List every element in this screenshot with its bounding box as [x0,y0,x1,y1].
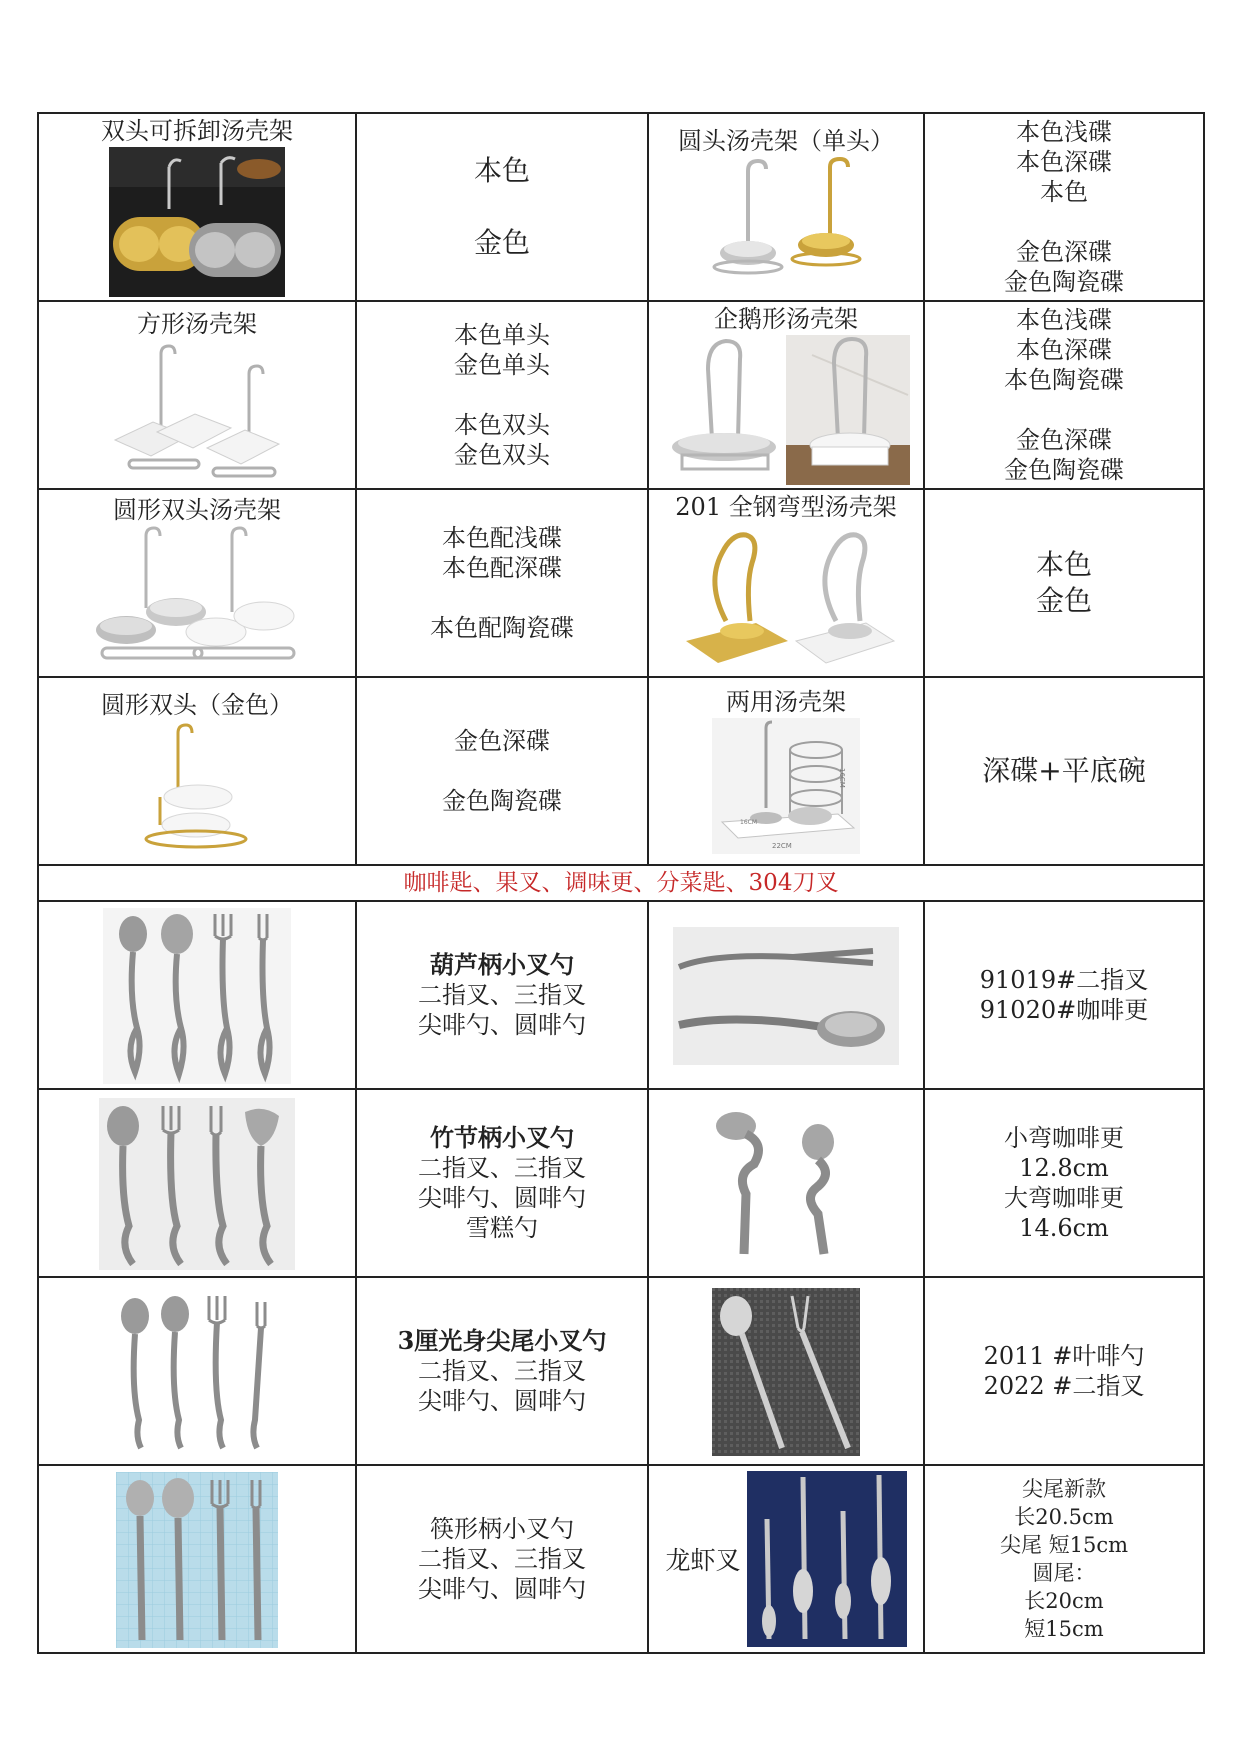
rack-cell-left [38,677,356,865]
cutlery-row-2 [38,1089,1204,1277]
square-spoon-rest-photo [109,340,285,480]
desc-line: 尖啡勺、圆啡勺 [418,1575,586,1603]
option-line: 本色陶瓷碟 [1004,366,1124,394]
code-line: 尖尾新款 [1022,1477,1106,1501]
lobster-fork-photo [747,1471,907,1647]
option-line: 金色 [473,226,530,259]
option-line: 金色深碟 [1016,238,1112,266]
rack-options-left [356,113,648,301]
cutlery-desc-cell [356,1465,648,1653]
cutlery-row-4 [38,1465,1204,1653]
rack-options-right [924,301,1204,489]
cutlery-code-cell [924,901,1204,1089]
cutlery-code-cell [924,1465,1204,1653]
section-title: 咖啡匙、果叉、调味更、分菜匙、304刀叉 [38,865,1204,901]
penguin-spoon-rest-photo [662,335,910,485]
rack-cell-left [38,489,356,677]
desc-line: 二指叉、三指叉 [418,981,586,1009]
product-title: 201 全钢弯型汤壳架 [675,493,897,521]
cutlery-photo-cell [648,1089,924,1277]
option-line: 本色配浅碟 [442,524,562,552]
rack-row-3 [38,489,1204,677]
rack-row-4 [38,677,1204,865]
rack-cell-right [648,489,924,677]
cutlery-row-3 [38,1277,1204,1465]
code-line: 2022 #二指叉 [983,1372,1145,1400]
dimension-label: 16CM [838,768,846,788]
gourd-handle-cutlery-photo [103,908,291,1084]
option-line: 金色双头 [454,441,550,469]
option-line [357,583,647,613]
option-line: 本色 [1035,548,1092,581]
rack-row-2 [38,301,1204,489]
curved-steel-rest-photo [676,523,896,673]
option-line: 金色 [1035,584,1092,617]
desc-line: 雪糕勺 [466,1214,538,1242]
option-line: 本色单头 [454,321,550,349]
code-line: 短15cm [1024,1617,1104,1641]
product-title: 圆形双头（金色） [101,691,293,719]
rack-options-right [924,677,1204,865]
code-line: 12.8cm [1019,1154,1109,1182]
bamboo-handle-cutlery-photo [99,1098,295,1270]
cutlery-desc-cell [356,1277,648,1465]
dual-use-rest-photo [712,718,860,854]
section-header-row [38,865,1204,901]
double-spoon-rest-photo [109,147,285,297]
cutlery-code-cell [924,1277,1204,1465]
code-line: 小弯咖啡更 [1004,1124,1124,1152]
code-line: 长20.5cm [1014,1505,1114,1529]
option-line: 本色双头 [454,411,550,439]
option-line [925,207,1203,237]
catalog-table [37,112,1205,1654]
product-title: 方形汤壳架 [137,310,257,338]
code-line: 尖尾 短15cm [999,1533,1129,1557]
round-double-rest-photo [94,526,300,670]
cutlery-photo-cell [38,1277,356,1465]
product-title: 圆头汤壳架（单头） [678,127,894,155]
option-line [357,756,647,786]
cutlery-desc-cell [356,1089,648,1277]
option-line: 金色单头 [454,351,550,379]
desc-line: 二指叉、三指叉 [418,1154,586,1182]
option-line: 本色深碟 [1016,148,1112,176]
fork-and-spoon-photo [673,927,899,1065]
option-line: 金色陶瓷碟 [1004,268,1124,296]
chopstick-handle-cutlery-photo [116,1472,278,1648]
option-line: 本色 [1040,178,1088,206]
code-line: 圆尾： [1032,1561,1096,1585]
leaf-spoon-and-fork-photo [712,1288,860,1456]
option-line: 本色配深碟 [442,554,562,582]
rack-cell-right [648,677,924,865]
cutlery-title: 竹节柄小叉勺 [430,1123,574,1152]
rack-cell-right [648,301,924,489]
rack-row-1 [38,113,1204,301]
round-spoon-rest-photo [698,157,874,287]
gold-double-rest-photo [132,721,262,851]
rack-cell-right [648,113,924,301]
rack-options-left [356,301,648,489]
cutlery-photo-cell [648,1465,924,1653]
desc-line: 尖啡勺、圆啡勺 [418,1184,586,1212]
product-title: 圆形双头汤壳架 [113,496,281,524]
option-line: 金色深碟 [454,727,550,755]
cutlery-photo-cell [38,1089,356,1277]
product-title: 两用汤壳架 [726,688,846,716]
code-line: 2011 #叶啡勺 [983,1342,1145,1370]
curved-coffee-spoon-photo [706,1104,866,1264]
code-line: 14.6cm [1019,1214,1109,1242]
rack-options-right [924,113,1204,301]
cutlery-code-cell [924,1089,1204,1277]
product-title: 企鹅形汤壳架 [714,305,858,333]
rack-options-left [356,677,648,865]
cutlery-desc-cell [356,901,648,1089]
desc-line: 尖啡勺、圆啡勺 [418,1387,586,1415]
option-line: 本色浅碟 [1016,118,1112,146]
cutlery-photo-cell [648,1277,924,1465]
cutlery-title: 葫芦柄小叉勺 [430,950,574,979]
code-line: 长20cm [1024,1589,1104,1613]
rack-cell-left [38,301,356,489]
cutlery-title: 3厘光身尖尾小叉勺 [397,1326,607,1355]
cutlery-photo-cell [648,901,924,1089]
option-line: 金色陶瓷碟 [1004,456,1124,484]
cutlery-title: 筷形柄小叉勺 [430,1515,574,1543]
cutlery-row-1 [38,901,1204,1089]
cutlery-photo-cell [38,1465,356,1653]
lobster-fork-label: 龙虾叉 [665,1546,741,1575]
desc-line: 尖啡勺、圆啡勺 [418,1011,586,1039]
rack-cell-left [38,113,356,301]
dimension-label: 22CM [772,842,792,850]
rack-options-left [356,489,648,677]
product-title: 双头可拆卸汤壳架 [101,117,293,145]
desc-line: 二指叉、三指叉 [418,1357,586,1385]
option-line [357,380,647,410]
option-line: 金色陶瓷碟 [442,787,562,815]
option-line: 深碟+平底碗 [982,754,1146,787]
dimension-label: 16CM [740,819,758,826]
option-line: 本色配陶瓷碟 [430,614,574,642]
option-line [925,395,1203,425]
desc-line: 二指叉、三指叉 [418,1545,586,1573]
cutlery-photo-cell [38,901,356,1089]
plain-tapered-cutlery-photo [109,1290,285,1454]
rack-options-right [924,489,1204,677]
code-line: 91019#二指叉 [979,966,1149,994]
code-line: 大弯咖啡更 [1004,1184,1124,1212]
option-line: 金色深碟 [1016,426,1112,454]
code-line: 91020#咖啡更 [979,996,1149,1024]
option-line: 本色浅碟 [1016,306,1112,334]
option-line [357,189,647,225]
option-line: 本色 [473,154,530,187]
option-line: 本色深碟 [1016,336,1112,364]
